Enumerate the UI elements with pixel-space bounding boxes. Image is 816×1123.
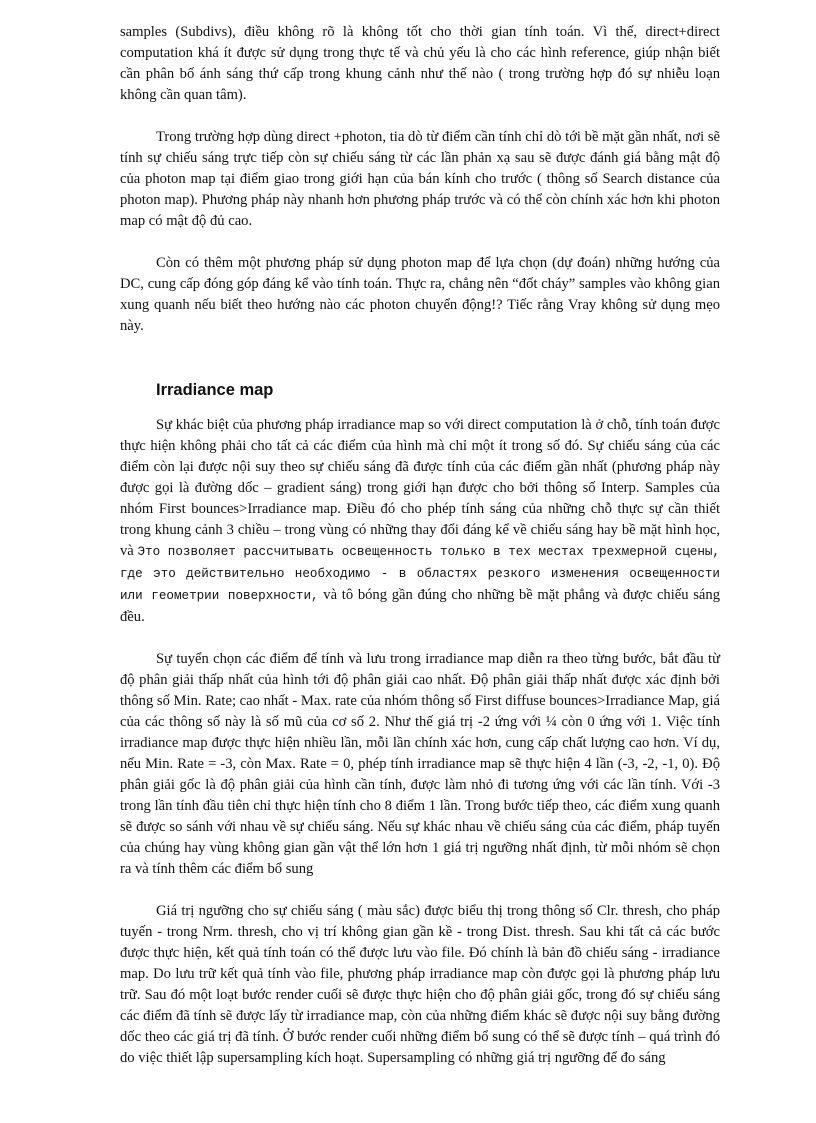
document-page (120, 22, 720, 1069)
paragraph-thresholds: Giá trị ngưỡng cho sự chiếu sáng ( màu sắc) được biểu thị trong thông số Clr. thresh, cho pháp tuyến - trong Nrm. thresh, cho vị trí không gian gần kề - trong Dist. thresh. Sau khi tất cả các bước được thực hiện, kết quả tính toán có thể được lưu vào file. Đó chính là bản đồ chiếu sáng - irradiance map. Do lưu trữ kết quả tính vào file, phương pháp irradiance map còn được gọi là phương pháp lưu trữ. Sau đó một loạt bước render cuối sẽ được thực hiện cho độ phân giải gốc, trong đó sự chiếu sáng các điểm đã tính sẽ được lấy từ irradiance map, còn của những điểm khác sẽ được nội suy bằng đường dốc theo các giá trị đã tính. Ở bước render cuối những điểm bổ sung có thể sẽ được tính – quá trình đó do việc thiết lập supersampling kích hoạt. Supersampling có những giá trị ngưỡng để đo sáng (120, 903, 720, 1066)
section-heading: Irradiance map (156, 381, 274, 399)
paragraph-point-selection: Sự tuyển chọn các điểm để tính và lưu trong irradiance map diễn ra theo từng bước, bắt đầu từ độ phân giải thấp nhất của hình tới độ phân giải cao nhất. Độ phân giải thấp nhất được xác định bởi thông số Min. Rate; cao nhất - Max. rate của nhóm thông số First diffuse bounces>Irradiance Map, giá của các thông số này là số mũ của cơ số 2. Như thế giá trị -2 ứng với ¼ còn 0 ứng với 1. Việc tính irradiance map được thực hiện nhiều lần, mỗi lần chính xác hơn, cung cấp chất lượng cao hơn. Ví dụ, nếu Min. Rate = -3, còn Max. Rate = 0, phép tính irradiance map sẽ thực hiện 4 lần (-3, -2, -1, 0). Độ phân giải gốc là độ phân giải của hình cần tính, được làm nhỏ đi tương ứng với các lần tính. Với -3 trong lần tính đầu tiên chỉ thực hiện tính cho 8 điểm 1 lần. Trong bước tiếp theo, các điểm xung quanh sẽ được so sánh với nhau về sự chiếu sáng. Nếu sự khác nhau về chiếu sáng của các điểm, pháp tuyến của chúng hay vùng không gian gần vật thể lớn hơn 1 giá trị ngưỡng nhất định, từ mỗi nhóm sẽ chọn ra và tính thêm các điểm bổ sung (120, 651, 720, 877)
paragraph-text-ru: Это позволяет рассчитывать освещенность только в тех местах трехмерной сцены, где это действительно необходимо - в областях резкого изменения освещенности или геометрии поверхности, (120, 545, 720, 603)
paragraph-direct-photon: Trong trường hợp dùng direct +photon, tia dò từ điểm cần tính chỉ dò tới bề mặt gần nhất, nơi sẽ tính sự chiếu sáng trực tiếp còn sự chiếu sáng từ các lần phản xạ sau sẽ được đánh giá bằng mật độ của photon map tại điểm giao trong giới hạn của bán kính cho trước ( thông số Search distance của photon map). Phương pháp này nhanh hơn phương pháp trước và có thể còn chính xác hơn khi photon map có mật độ đủ cao. (120, 129, 720, 229)
paragraph-text-vi: Sự khác biệt của phương pháp irradiance map so với direct computation là ở chỗ, tính toán được thực hiện không phải cho tất cả các điểm của hình mà chỉ một ít trong số đó. Sự chiếu sáng của các điểm còn lại được nội suy theo sự chiếu sáng đã được tính của các điểm gần nhất (phương pháp này được gọi là đường dốc – gradient sáng) trong giới hạn được cho bởi thông số Interp. Samples của nhóm First bounces>Irradiance map. Điều đó cho phép tính sáng của những chỗ thực sự cần thiết trong khung cảnh 3 chiều – trong vùng có những thay đổi đáng kể về chiếu sáng hay bề mặt hình học, và (120, 417, 720, 559)
paragraph-text-vi-end: và tô bóng gần đúng cho những bề mặt phẳng và được chiếu sáng đều. (120, 587, 721, 625)
paragraph-irradiance-intro (120, 415, 720, 628)
paragraph-photon-guidance: Còn có thêm một phương pháp sử dụng photon map để lựa chọn (dự đoán) những hướng của DC, cung cấp đóng góp đáng kể vào tính toán. Thực ra, chẳng nên “đốt cháy” samples vào không gian xung quanh nếu biết theo hướng nào các photon chuyển động!? Tiếc rằng Vray không sử dụng mẹo này. (120, 255, 720, 334)
paragraph-intro: samples (Subdivs), điều không rõ là không tốt cho thời gian tính toán. Vì thế, direct+direct computation khá ít được sử dụng trong thực tế và chủ yếu là cho các hình reference, giúp nhận biết cần phân bố ánh sáng thứ cấp trong khung cảnh như thế nào ( trong trường hợp đó sự nhiễu loạn không cần quan tâm). (120, 24, 720, 103)
